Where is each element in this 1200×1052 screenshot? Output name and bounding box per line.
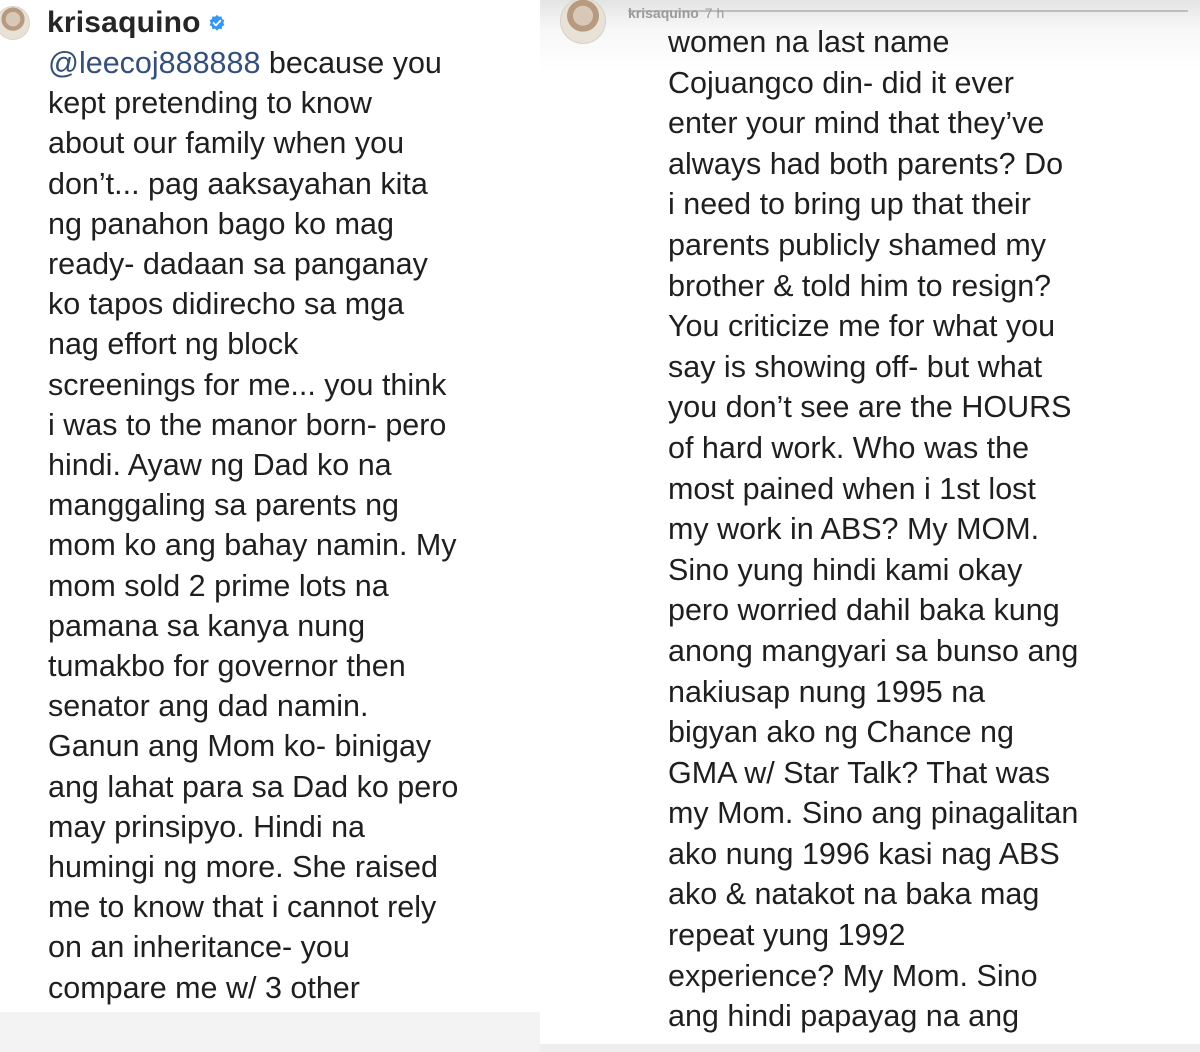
comment-line: i was to the manor born- pero — [48, 407, 447, 442]
comment-text — [48, 43, 528, 1008]
comment-line: senator ang dad namin. — [48, 689, 369, 724]
story-line: ako & natakot na baka mag — [668, 877, 1040, 912]
comment-line: me to know that i cannot rely — [48, 890, 437, 925]
story-line: enter your mind that they’ve — [668, 106, 1045, 141]
comment-line: nag effort ng block — [48, 327, 299, 362]
story-line: pero worried dahil baka kung — [668, 593, 1060, 628]
verified-badge-icon — [208, 14, 226, 32]
comment-line: hindi. Ayaw ng Dad ko na — [48, 448, 392, 483]
story-line: i need to bring up that their — [668, 187, 1031, 222]
comment-line: manggaling sa parents ng — [48, 488, 399, 523]
story-line: say is showing off- but what — [668, 349, 1043, 384]
comment-line: on an inheritance- you — [48, 930, 350, 965]
story-line: ang hindi papayag na ang — [668, 999, 1020, 1034]
mention-link[interactable]: @leecoj888888 — [48, 46, 261, 80]
story-avatar[interactable] — [560, 0, 606, 44]
comment-line: compare me w/ 3 other — [48, 970, 360, 1005]
comment-line: kept pretending to know — [48, 86, 372, 121]
comment-line: tumakbo for governor then — [48, 649, 406, 684]
profile-avatar[interactable] — [0, 6, 30, 40]
comment-line: ang lahat para sa Dad ko pero — [48, 769, 459, 804]
comment-line — [48, 43, 528, 83]
comment-line: don’t... pag aaksayahan kita — [48, 166, 428, 201]
story-line: always had both parents? Do — [668, 146, 1064, 181]
story-line: GMA w/ Star Talk? That was — [668, 755, 1050, 790]
story-line: you don’t see are the HOURS — [668, 390, 1072, 425]
comment-line: screenings for me... you think — [48, 367, 447, 402]
comment-line: mom sold 2 prime lots na — [48, 568, 389, 603]
story-line: experience? My Mom. Sino — [668, 958, 1038, 993]
story-line: brother & told him to resign? — [668, 268, 1052, 303]
instagram-story-panel — [540, 0, 1200, 1052]
story-line: Cojuangco din- did it ever — [668, 65, 1014, 100]
comment-line: may prinsipyo. Hindi na — [48, 809, 366, 844]
story-line: ako nung 1996 kasi nag ABS — [668, 836, 1060, 871]
story-line: of hard work. Who was the — [668, 430, 1030, 465]
comment-line-text: because you — [260, 46, 442, 80]
story-line: my work in ABS? My MOM. — [668, 512, 1040, 547]
story-line: You criticize me for what you — [668, 309, 1056, 344]
instagram-comment-panel — [0, 0, 540, 1052]
comment-line: Ganun ang Mom ko- binigay — [48, 729, 432, 764]
comment-header — [0, 4, 226, 42]
story-timestamp: 7 h — [704, 5, 725, 21]
story-line: repeat yung 1992 — [668, 918, 906, 953]
comment-line: mom ko ang bahay namin. My — [48, 528, 457, 563]
story-line: nakiusap nung 1995 na — [668, 674, 986, 709]
comment-username[interactable]: krisaquino — [47, 6, 201, 39]
story-line: Sino yung hindi kami okay — [668, 552, 1023, 587]
story-text — [668, 22, 1188, 1037]
bottom-gray-strip — [0, 1012, 540, 1052]
story-line: my Mom. Sino ang pinagalitan — [668, 796, 1079, 831]
story-username[interactable]: krisaquino — [628, 5, 699, 21]
story-line: bigyan ako ng Chance ng — [668, 715, 1014, 750]
story-bottom-strip — [540, 1044, 1200, 1052]
comment-line: about our family when you — [48, 126, 405, 161]
story-line: most pained when i 1st lost — [668, 471, 1036, 506]
story-line: women na last name — [668, 25, 950, 59]
comment-line: humingi ng more. She raised — [48, 850, 438, 885]
comment-line: pamana sa kanya nung — [48, 608, 366, 643]
comment-line: ng panahon bago ko mag — [48, 206, 394, 241]
story-line: parents publicly shamed my — [668, 227, 1047, 262]
comment-line: ready- dadaan sa panganay — [48, 247, 428, 282]
comment-line: ko tapos didirecho sa mga — [48, 287, 405, 322]
story-line: anong mangyari sa bunso ang — [668, 633, 1079, 668]
